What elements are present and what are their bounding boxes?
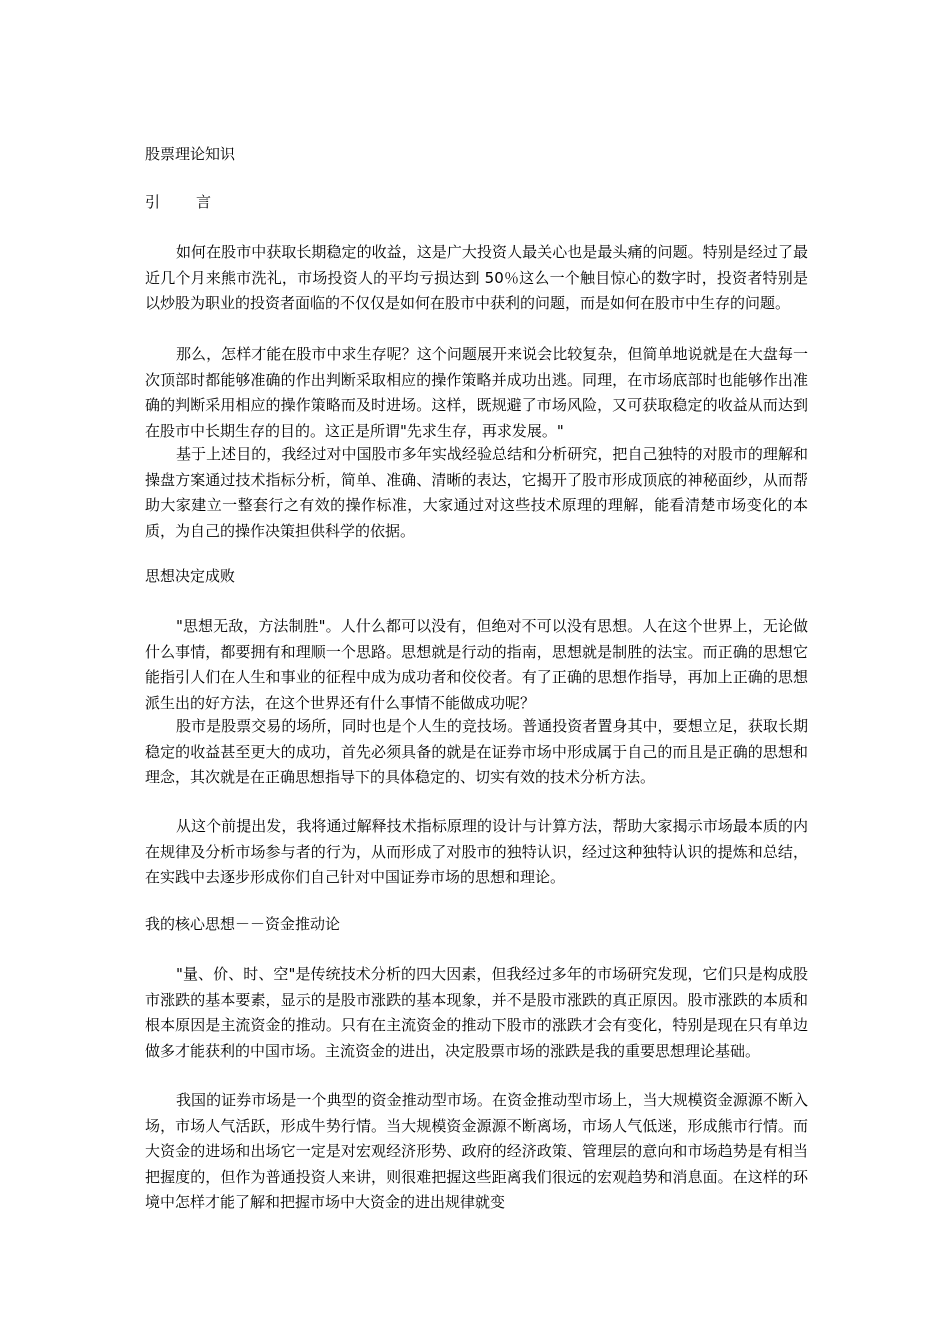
section3-paragraph-1: "量、价、时、空"是传统技术分析的四大因素，但我经过多年的市场研究发现，它们只是构成股市涨跌的基本要素，显示的是股市涨跌的基本现象，并不是股市涨跌的真正原因。股市涨跌的本质和根本原因是主流资金的推动。只有在主流资金的推动下股市的涨跌才会有变化，特别是现在只有单边做多才能获利的中国市场。主流资金的进出，决定股票市场的涨跌是我的重要思想理论基础。: [145, 965, 808, 1060]
intro-paragraph-2: 那么，怎样才能在股市中求生存呢？这个问题展开来说会比较复杂，但简单地说就是在大盘每一次顶部时都能够准确的作出判断采取相应的操作策略并成功出逃。同理，在市场底部时也能够作出准确的判断采用相应的操作策略而及时进场。这样，既规避了市场风险，又可获取稳定的收益从而达到在股市中长期生存的目的。这正是所谓"先求生存，再求发展。": [145, 345, 808, 440]
intro-heading-right: 言: [196, 193, 212, 211]
section2-paragraph-1: "思想无敌，方法制胜"。人什么都可以没有，但绝对不可以没有思想。人在这个世界上，无论做什么事情，都要拥有和理顺一个思路。思想就是行动的指南，思想就是制胜的法宝。而正确的思想它能指引人们在人生和事业的征程中成为成功者和佼佼者。有了正确的思想作指导，再加上正确的思想派生出的好方法，在这个世界还有什么事情不能做成功呢？: [145, 617, 808, 712]
intro-paragraph-1: 如何在股市中获取长期稳定的收益，这是广大投资人最关心也是最头痛的问题。特别是经过了最近几个月来熊市洗礼，市场投资人的平均亏损达到 50％这么一个触目惊心的数字时，投资者特别是以炒股为职业的投资者面临的不仅仅是如何在股市中获利的问题，而是如何在股市中生存的问题。: [145, 243, 808, 312]
intro-heading: [145, 192, 211, 212]
section-heading-core: 我的核心思想－－资金推动论: [145, 915, 341, 933]
intro-heading-left: 引: [145, 193, 161, 211]
section3-paragraph-2: 我国的证券市场是一个典型的资金推动型市场。在资金推动型市场上，当大规模资金源源不断入场，市场人气活跃，形成牛势行情。当大规模资金源源不断离场，市场人气低迷，形成熊市行情。而大资金的进场和出场它一定是对宏观经济形势、政府的经济政策、管理层的意向和市场趋势是有相当把握度的，但作为普通投资人来讲，则很难把握这些距离我们很远的宏观趋势和消息面。在这样的环境中怎样才能了解和把握市场中大资金的进出规律就变: [145, 1091, 808, 1211]
section2-paragraph-3: 从这个前提出发，我将通过解释技术指标原理的设计与计算方法，帮助大家揭示市场最本质的内在规律及分析市场参与者的行为，从而形成了对股市的独特认识，经过这种独特认识的提炼和总结，在实践中去逐步形成你们自己针对中国证券市场的思想和理论。: [145, 817, 808, 886]
section2-paragraph-2: 股市是股票交易的场所，同时也是个人生的竞技场。普通投资者置身其中，要想立足，获取长期稳定的收益甚至更大的成功，首先必须具备的就是在证券市场中形成属于自己的而且是正确的思想和理念，其次就是在正确思想指导下的具体稳定的、切实有效的技术分析方法。: [145, 717, 808, 786]
intro-paragraph-3: 基于上述目的，我经过对中国股市多年实战经验总结和分析研究，把自己独特的对股市的理解和操盘方案通过技术指标分析，简单、准确、清晰的表达，它揭开了股市形成顶底的神秘面纱，从而帮助大家建立一整套行之有效的操作标准，大家通过对这些技术原理的理解，能看清楚市场变化的本质，为自己的操作决策担供科学的依据。: [145, 445, 808, 540]
section-heading-thought: 思想决定成败: [145, 567, 236, 585]
document-title: 股票理论知识: [145, 145, 236, 163]
